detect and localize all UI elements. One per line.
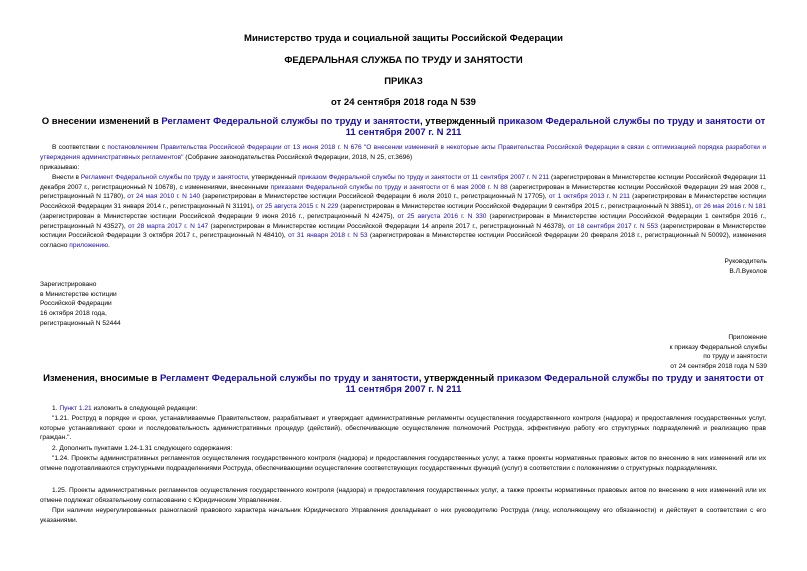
link-order-88[interactable]: приказами Федеральной службы по труду и занятости от 6 мая 2008 г. N 88 [270, 183, 508, 191]
preamble-text: (Собрание законодательства Российской Федерации, 2018, N 25, ст.3696) [183, 153, 413, 161]
main-text: (зарегистрирован в Министерстве юстиции Российской Федерации 9 июня 2016 г., регистрационный N 42475), [40, 212, 398, 220]
main-text: Внести в [52, 174, 81, 181]
main-text: (зарегистрирован в Министерстве юстиции Российской Федерации 3 октября 2017 г., регистрационный N 48410), [40, 222, 766, 240]
main-text: (зарегистрирован в Министерстве юстиции Российской Федерации 20 февраля 2018 г., регистрационный N 50092), изменения согласно [40, 232, 766, 249]
point-1-24: "1.24. Проекты административных регламентов осуществления государственного контроля (надзора) и предоставления государственных услуг, а также проекты нормативных правовых актов по внесению в них изменений или их отмене подготавливаются структурными подразделениями Роструда, обеспечивающими осуществление соответствующих государственных функций (услуг) в соответствии с положениями о структурных подразделениях. [40, 455, 766, 472]
link-order-229[interactable]: от 25 августа 2015 г. N 229 [256, 203, 339, 211]
title-text: О внесении изменений в [41, 116, 162, 127]
registration-line: Зарегистрировано [40, 281, 97, 288]
registration-line: в Министерстве юстиции [40, 290, 117, 298]
link-regulation[interactable]: Регламент Федеральной службы по труду и занятости [80, 174, 248, 181]
item-number: 1. [52, 405, 60, 412]
doc-type-heading: ПРИКАЗ [384, 76, 423, 87]
main-text: (зарегистрирован в Министерстве юстиции Российской Федерации 14 апреля 2017 г., регистрационный N 46378), [208, 222, 569, 230]
service-heading: ФЕДЕРАЛЬНАЯ СЛУЖБА ПО ТРУДУ И ЗАНЯТОСТИ [284, 55, 523, 66]
signature-name: В.Л.Вуколов [729, 267, 767, 275]
appendix-reference [670, 333, 767, 372]
registration-line: регистрационный N 52444 [40, 319, 121, 327]
main-text: , утвержденный [247, 174, 299, 181]
registration-line: Российской Федерации [40, 300, 112, 308]
preamble-link-resolution[interactable]: постановлением Правительства Российской Федерации от 13 июня 2018 г. N 676 [107, 144, 362, 151]
changes-title-link-order[interactable]: приказом Федеральной службы по труду и занятости от 11 сентября 2007 г. N 211 [345, 373, 764, 395]
changes-title-text: , утвержденный [418, 373, 497, 384]
ministry-heading: Министерство труда и социальной защиты Российской Федерации [244, 33, 563, 44]
item-text: изложить в следующей редакции: [91, 405, 198, 412]
signature-role: Руководитель [724, 258, 767, 265]
order-word: приказываю: [40, 164, 80, 171]
appendix-line: Приложение [728, 334, 767, 341]
date-number-heading: от 24 сентября 2018 года N 539 [331, 97, 476, 108]
link-order-553[interactable]: от 18 сентября 2017 г. N 553 [568, 222, 658, 230]
main-text: (зарегистрирован в Министерстве юстиции Российской Федерации 29 мая 2008 г., регистрационный N 11780), [40, 183, 767, 201]
changes-title [40, 373, 767, 395]
link-point-1-21[interactable]: Пункт 1.21 [59, 405, 92, 412]
main-text: . [108, 241, 110, 249]
title-text: , утвержденный [420, 116, 499, 127]
title-link-regulation[interactable]: Регламент Федеральной службы по труду и занятости [161, 116, 420, 127]
quote-1-21: "1.21. Роструд в порядке и сроки, устанавливаемые Правительством, разрабатывает и утверждает административные регламенты осуществления государственного контроля (надзора) и предоставления государственных услуг, которые устанавливают сроки и последовательность административных процедур (действий), обеспечивающие осуществление полномочий Роструда, эффективную работу его структурных подразделений и реализацию прав граждан.". [40, 415, 766, 442]
main-text: (зарегистрирован в Министерстве юстиции Российской Федерации 6 июля 2010 г., регистрационный N 17705), [200, 193, 549, 201]
registration-line: 16 октября 2018 года, [40, 310, 107, 318]
link-order-140[interactable]: от 24 мая 2010 г. N 140 [127, 193, 201, 201]
order-title [40, 116, 767, 138]
link-order-211[interactable]: приказом Федеральной службы по труду и занятости от 11 сентября 2007 г. N 211 [298, 174, 550, 181]
registration-block [40, 280, 121, 329]
signature-block [725, 257, 767, 276]
preamble-paragraph [40, 143, 766, 162]
main-text: (зарегистрирован в Министерстве юстиции Российской Федерации 11 декабря 2007 г., регистрационный N 10678), с изменениями, внесенными [40, 174, 766, 191]
point-1-25: 1.25. Проекты административных регламентов осуществления государственного контроля (надзора) и предоставления государственных услуг, а также проекты нормативных правовых актов по внесению в них изменений или их отмене подлежат обязательному согласованию с Юридическим Управлением. [40, 487, 766, 504]
change-item-1 [40, 404, 766, 414]
link-order-330[interactable]: от 25 августа 2016 г. N 330 [397, 212, 487, 220]
changes-title-text: Изменения, вносимые в [43, 373, 161, 384]
title-link-order[interactable]: приказом Федеральной службы по труду и занятости от 11 сентября 2007 г. N 211 [345, 116, 766, 138]
link-order-147[interactable]: от 28 марта 2017 г. N 147 [128, 222, 209, 230]
main-text: (зарегистрирован в Министерстве юстиции Российской Федерации 9 сентября 2015 г., регистрационный N 38851), [338, 203, 695, 211]
main-paragraph [40, 173, 766, 251]
appendix-line: от 24 сентября 2018 года N 539 [670, 363, 767, 371]
disagreement-paragraph: При наличии неурегулированных разногласий правового характера начальник Юридического Управления докладывает о них руководителю Роструда (лицу, исполняющему его обязанности) и действует в соответствии с его указаниями. [40, 507, 766, 524]
change-item-2: 2. Дополнить пунктами 1.24-1.31 следующего содержания: [52, 445, 233, 452]
appendix-line: по труду и занятости [703, 353, 767, 361]
appendix-line: к приказу Федеральной службы [669, 343, 767, 351]
main-text: (зарегистрирован в Министерстве юстиции Российской Федерации 31 января 2014 г., регистрационный N 31191), [40, 193, 766, 211]
link-order-181[interactable]: от 26 мая 2016 г. N 181 [694, 203, 766, 211]
link-appendix[interactable]: приложению [69, 241, 109, 249]
link-order-211-2013[interactable]: от 1 октября 2013 г. N 211 [548, 193, 630, 201]
main-text: (зарегистрирован в Министерстве юстиции Российской Федерации 1 сентября 2016 г., регистрационный N 43527), [40, 212, 766, 230]
link-order-53[interactable]: от 31 января 2018 г. N 53 [288, 232, 368, 240]
preamble-link-title[interactable]: "О внесении изменений в некоторые акты Правительства Российской Федерации в связи с оптимизацией порядка разработки и утверждения административных регламентов" [40, 144, 767, 161]
preamble-text: В соответствии с [52, 144, 108, 151]
changes-title-link-regulation[interactable]: Регламент Федеральной службы по труду и занятости [160, 373, 419, 384]
